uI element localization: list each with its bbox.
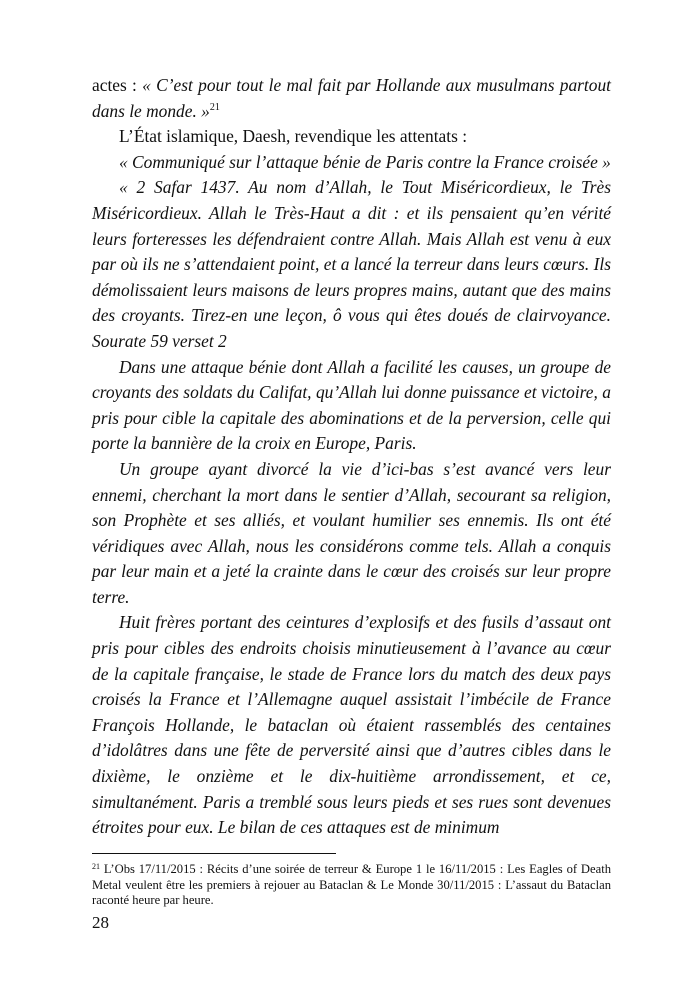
paragraph-7: Huit frères portant des ceintures d’explosifs et des fusils d’assaut ont pris pour cibles des endroits choisis minutieusement à l’avance au cœur de la capitale française, le stade de France lors du match des deux pays croisés la France et l’Allemagne auquel assistait l’imbécile de France François Hollande, le bataclan où étaient rassemblés des centaines d’idolâtres dans une fête de perversité ainsi que d’autres cibles dans le dixième, le onzième et le dix-huitième arrondissement, et ce, simultanément. Paris a tremblé sous leurs pieds et ses rues sont devenues étroites pour eux. Le bilan de ces attaques est de minimum — [92, 612, 611, 838]
page-body — [92, 73, 611, 841]
footnote-text: L’Obs 17/11/2015 : Récits d’une soirée de terreur & Europe 1 le 16/11/2015 : Les Eagles of Death Metal veulent être les premiers à rejouer au Bataclan & Le Monde 30/11/2015 : L’assaut du Bataclan raconté heure par heure. — [92, 862, 611, 908]
paragraph-4: « 2 Safar 1437. Au nom d’Allah, le Tout Miséricordieux, le Très Miséricordieux. Allah le Très-Haut a dit : et ils pensaient qu’en vérité leurs forteresses les défendraient contre Allah. Mais Allah est venu à eux par où ils ne s’attendaient point, et a lancé la terreur dans leurs cœurs. Ils démolissaient leurs maisons de leurs propres mains, autant que des mains des croyants. Tirez-en une leçon, ô vous qui êtes doués de clairvoyance. Sourate 59 verset 2 — [92, 177, 611, 351]
paragraph-6: Un groupe ayant divorcé la vie d’ici-bas s’est avancé vers leur ennemi, cherchant la mort dans le sentier d’Allah, secourant sa religion, son Prophète et ses alliés, et voulant humilier ses ennemis. Ils ont été véridiques avec Allah, nous les considérons comme tels. Allah a conquis par leur main et a jeté la crainte dans le cœur des croisés sur leur propre terre. — [92, 458, 611, 607]
footnote-separator — [92, 853, 336, 854]
paragraph-1-lead: actes : — [92, 75, 143, 95]
footnote — [92, 862, 611, 909]
page-number: 28 — [92, 913, 109, 932]
paragraph-3: « Communiqué sur l’attaque bénie de Paris contre la France croisée » — [119, 151, 611, 172]
paragraph-1-quote: « C’est pour tout le mal fait par Hollande aux musulmans partout dans le monde. » — [92, 75, 611, 121]
paragraph-2: L’État islamique, Daesh, revendique les attentats : — [119, 126, 468, 147]
footnote-number: 21 — [92, 862, 100, 871]
paragraph-5: Dans une attaque bénie dont Allah a facilité les causes, un groupe de croyants des soldats du Califat, qu’Allah lui donne puissance et victoire, a pris pour cible la capitale des abominations et de la perversion, celle qui porte la bannière de la croix en Europe, Paris. — [92, 356, 611, 454]
paragraph-1 — [92, 73, 611, 124]
footnote-reference[interactable]: 21 — [209, 101, 220, 113]
